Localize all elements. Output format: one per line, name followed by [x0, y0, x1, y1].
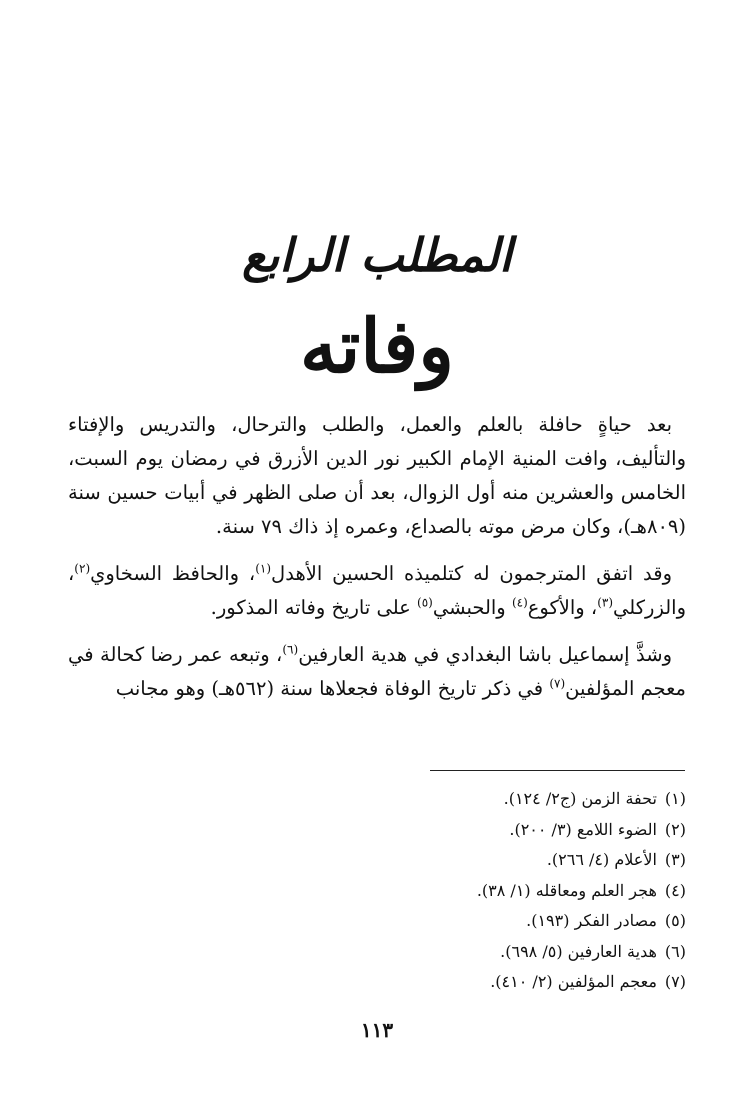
- paragraph-text: والحبشي: [432, 596, 512, 619]
- footnote-item: [266, 906, 686, 937]
- footnote-text: هدية العارفين (٥/ ٦٩٨).: [500, 941, 657, 961]
- paragraph-text: في ذكر تاريخ الوفاة فجعلاها سنة (٥٦٢هـ) وهو مجانب: [115, 677, 550, 700]
- section-subtitle: المطلب الرابع: [242, 228, 512, 282]
- paragraph-text: ، وتبعه عمر رضا كحالة في معجم المؤلفين: [68, 643, 686, 700]
- paragraph-2: [68, 557, 686, 625]
- footnote-text: الأعلام (٤/ ٢٦٦).: [546, 850, 657, 869]
- footnote-ref: (٢): [74, 561, 91, 576]
- paragraph-text: وشذَّ إسماعيل باشا البغدادي في هدية العارفين: [298, 643, 672, 666]
- footnote-text: الضوء اللامع (٣/ ٢٠٠).: [509, 819, 657, 839]
- footnote-number: (٣): [664, 850, 686, 869]
- footnote-number: (١): [664, 789, 686, 808]
- footnote-text: مصادر الفكر (١٩٣).: [526, 911, 657, 930]
- footnote-ref: (٥): [417, 595, 433, 610]
- footnote-item: [266, 815, 686, 846]
- paragraph-text: على تاريخ وفاته المذكور.: [210, 596, 417, 619]
- body-text: [68, 408, 686, 719]
- footnote-item: [266, 876, 686, 907]
- footnote-number: (٧): [664, 972, 686, 991]
- footnote-ref: (٧): [549, 676, 566, 691]
- footnote-text: هجر العلم ومعاقله (١/ ٣٨).: [476, 880, 657, 900]
- footnote-divider: [430, 770, 685, 771]
- paragraph-text: بعد حياةٍ حافلة بالعلم والعمل، والطلب والترحال، والتدريس والإفتاء والتأليف، وافت المنية الإمام الكبير نور الدين الأزرق في رمضان يوم السبت، الخامس والعشرين منه أول الزوال، بعد أن صلى الظهر في أبيات حسين سنة (٨٠٩هـ)، وكان مرض موته بالصداع، وعمره إذ ذاك ٧٩ سنة.: [68, 413, 686, 538]
- footnote-ref: (١): [255, 561, 272, 576]
- page-number: ١١٣: [360, 1018, 394, 1042]
- footnote-item: [266, 967, 686, 998]
- footnote-number: (٤): [664, 880, 686, 900]
- footnote-text: معجم المؤلفين (٢/ ٤١٠).: [490, 972, 657, 991]
- paragraph-text: ، والزركلي: [68, 562, 686, 619]
- footnote-number: (٦): [664, 941, 686, 961]
- paragraph-3: [68, 638, 686, 706]
- footnote-number: (٢): [664, 819, 686, 839]
- footnote-item: [266, 937, 686, 968]
- footnote-ref: (٤): [511, 595, 528, 610]
- footnotes-list: [266, 784, 686, 998]
- footnote-text: تحفة الزمن (ج٢/ ١٢٤).: [503, 789, 657, 808]
- footnote-item: [266, 845, 686, 876]
- paragraph-1: [68, 408, 686, 544]
- footnote-ref: (٣): [597, 595, 614, 610]
- footnote-item: [266, 784, 686, 815]
- section-title: وفاته: [300, 304, 454, 390]
- paragraph-text: وقد اتفق المترجمون له كتلميذه الحسين الأهدل: [271, 562, 672, 585]
- footnote-ref: (٦): [282, 642, 299, 657]
- paragraph-text: ، والحافظ السخاوي: [90, 562, 256, 585]
- paragraph-text: ، والأكوع: [527, 596, 598, 619]
- footnote-number: (٥): [664, 911, 686, 930]
